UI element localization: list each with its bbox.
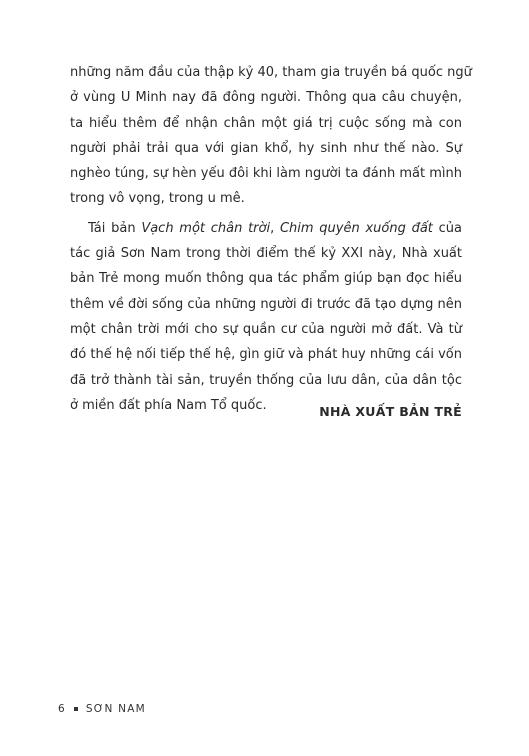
text-line: ở vùng U Minh nay đã đông người. Thông qua câu chuyện,	[70, 90, 462, 106]
separator-bullet	[74, 707, 78, 711]
text-segment: ,	[270, 220, 280, 236]
text-line: tác giả Sơn Nam trong thời điểm thế kỷ XXI này, Nhà xuất	[70, 246, 462, 262]
text-line: những năm đầu của thập kỷ 40, tham gia truyền bá quốc ngữ	[70, 65, 472, 80]
paragraph-1	[70, 60, 472, 212]
text-line-first	[70, 216, 462, 241]
book-title-1: Vạch một chân trời	[141, 220, 271, 236]
text-line: thêm về đời sống của những người đi trước đã tạo dựng nên	[70, 296, 462, 312]
text-line: người phải trải qua với gian khổ, hy sinh như thế nào. Sự	[70, 140, 462, 156]
text-line: nghèo túng, sự hèn yếu đôi khi làm người ta đánh mất mình	[70, 166, 462, 182]
text-line: bản Trẻ mong muốn thông qua tác phẩm giúp bạn đọc hiểu	[70, 271, 462, 287]
paragraph-2	[70, 216, 462, 418]
text-line: ở miền đất phía Nam Tổ quốc.	[70, 397, 267, 413]
page-number: 6	[58, 703, 66, 715]
body-text	[70, 60, 472, 418]
text-line: một chân trời mới cho sự quần cư của người mở đất. Và từ	[70, 321, 462, 337]
page-footer	[58, 703, 146, 715]
running-author: SƠN NAM	[85, 703, 146, 715]
text-line: đó thế hệ nối tiếp thế hệ, gìn giữ và phát huy những cái vốn	[70, 347, 462, 363]
publisher-signature: NHÀ XUẤT BẢN TRẺ	[319, 404, 462, 419]
text-line: trong vô vọng, trong u mê.	[70, 191, 245, 207]
text-line: đã trở thành tài sản, truyền thống của lưu dân, của dân tộc	[70, 372, 462, 388]
text-segment: Tái bản	[88, 220, 142, 236]
book-title-2: Chim quyên xuống đất	[279, 220, 433, 236]
text-segment: của	[432, 220, 462, 236]
text-line: ta hiểu thêm để nhận chân một giá trị cuộc sống mà con	[70, 115, 462, 131]
